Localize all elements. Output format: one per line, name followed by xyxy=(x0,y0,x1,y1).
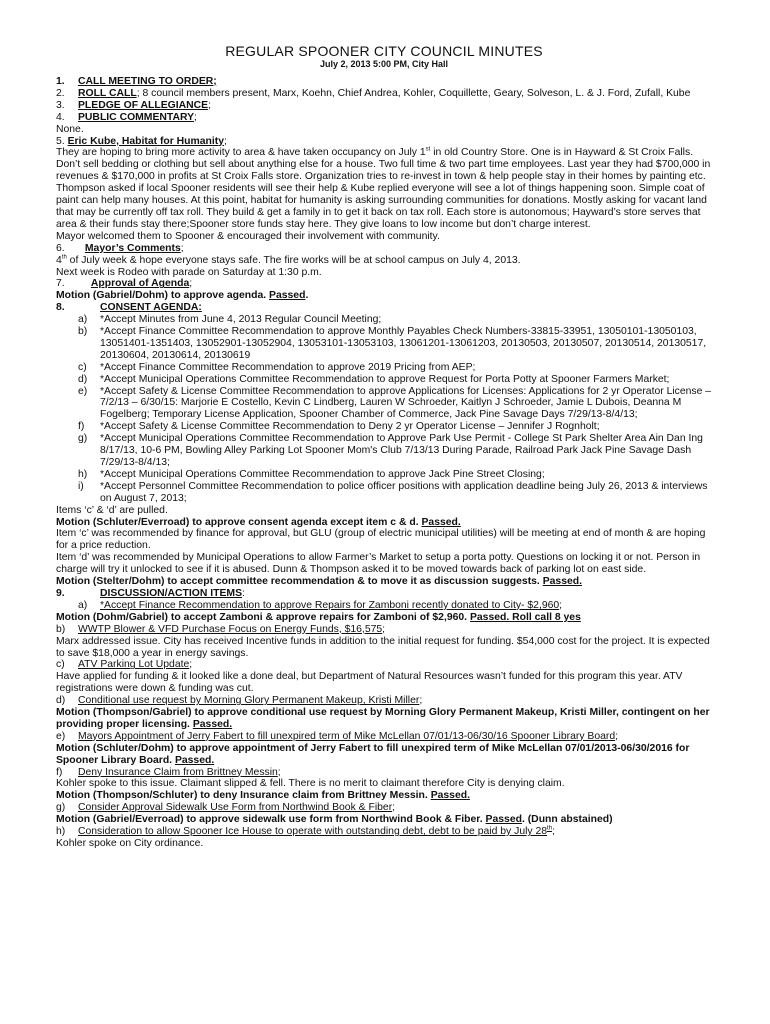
consent-list xyxy=(56,314,712,505)
passed-label: Passed. xyxy=(174,754,215,766)
list-label: b) xyxy=(78,326,88,338)
item-heading: PUBLIC COMMENTARY xyxy=(78,111,195,123)
item-number: 9. xyxy=(56,587,65,599)
superscript: st xyxy=(425,146,431,153)
punct: ; xyxy=(208,99,211,111)
list-text: *Accept Municipal Operations Committee Recommendation to Approve Park Use Permit - College St Park Shelter Area Ain Dan Ing 8/17/13, 10-6 PM, Bowling Alley Parking Lot Spooner Mom's Club 7/13/13 During Parade, Railroad Park Jack Pine Savage Dash 7/29/13-8/4/13; xyxy=(100,433,703,468)
item-number: 5. xyxy=(56,135,65,147)
mayors-comment-line xyxy=(56,255,712,267)
list-item xyxy=(56,326,712,362)
passed-label: Passed. xyxy=(421,516,461,528)
passed-label: Passed xyxy=(485,814,522,826)
motion-text: Motion (Gabriel/Dohm) to approve agenda. xyxy=(56,290,270,302)
list-label: h) xyxy=(56,826,66,838)
item-heading: Approval of Agenda xyxy=(90,278,190,290)
item-heading: CONSENT AGENDA: xyxy=(100,302,202,314)
motion-consent xyxy=(56,517,712,529)
list-label: i) xyxy=(78,480,84,492)
list-text: Mayors Appointment of Jerry Fabert to fill unexpired term of Mike McLellan 07/01/13-06/30/16 Spooner Library Board xyxy=(78,730,616,742)
list-label: e) xyxy=(78,385,88,397)
item-number: 7. xyxy=(56,278,65,290)
punct: ; xyxy=(419,695,423,707)
motion-text: Motion (Thompson/Gabriel) to approve conditional use request by Morning Glory Permanent Makeup, Kristi Miller, contingent on her providing proper licensing. xyxy=(56,707,710,730)
motion-text: Motion (Gabriel/Everroad) to approve sidewalk use form from Northwind Book & Fiber. xyxy=(56,814,486,826)
list-label: d) xyxy=(56,695,66,707)
list-item xyxy=(56,374,712,386)
item-habitat xyxy=(56,136,712,148)
item-number: 8. xyxy=(56,302,65,314)
punct: ; xyxy=(189,659,193,671)
punct: ; xyxy=(194,111,197,123)
list-text: ATV Parking Lot Update xyxy=(78,659,190,671)
motion-text: Motion (Stelter/Dohm) to accept committee recommendation & to move it as discussion suggests. xyxy=(56,576,543,588)
motion-library-board xyxy=(56,743,712,767)
mayor-welcome: Mayor welcomed them to Spooner & encouraged their involvement with community. xyxy=(56,230,440,242)
list-label: f) xyxy=(78,421,85,433)
list-label: c) xyxy=(56,659,65,671)
item-approval-agenda xyxy=(56,278,712,290)
item-consent-agenda xyxy=(56,302,712,314)
discussion-item-e xyxy=(56,731,712,743)
paragraph-text: 4 xyxy=(56,254,62,266)
punct: ; xyxy=(559,599,563,611)
motion-approve-agenda xyxy=(56,290,712,302)
motion-committee xyxy=(56,576,712,588)
document-subtitle: July 2, 2013 5:00 PM, City Hall xyxy=(319,59,449,69)
superscript: th xyxy=(61,254,67,261)
list-label: c) xyxy=(78,361,87,373)
item-number: 6. xyxy=(56,242,65,254)
punct: ; xyxy=(224,135,227,147)
item-heading: DISCUSSION/ACTION ITEMS xyxy=(100,587,243,599)
list-label: h) xyxy=(78,468,88,480)
motion-morning-glory xyxy=(56,707,712,731)
none-text: None. xyxy=(56,123,84,135)
punct: ; xyxy=(382,623,386,635)
list-text: Consideration to allow Spooner Ice House to operate with outstanding debt, debt to be paid by July 28 xyxy=(78,826,548,838)
habitat-paragraph xyxy=(56,147,712,230)
list-text: *Accept Finance Committee Recommendation to approve Monthly Payables Check Numbers-33815-33951, 13050101-13050103, 13051401-1351403, 13052901-13052904, 13053101-13053103, 13061201-13061203, 20130503, 20130507, 20130514, 20130517, 20130604, 20130614, 20130619 xyxy=(100,326,707,361)
list-text: Consider Approval Sidewalk Use Form from Northwind Book & Fiber xyxy=(78,802,393,814)
motion-deny-claim xyxy=(56,790,712,802)
motion-text: Motion (Dohm/Gabriel) to accept Zamboni & approve repairs for Zamboni of $2,960. xyxy=(56,611,470,623)
discussion-item-g xyxy=(56,802,712,814)
list-text: *Accept Safety & License Committee Recommendation to Deny 2 yr Operator License – Jennifer J Rognholt; xyxy=(100,421,600,433)
item-number: 1. xyxy=(56,76,65,87)
wwtp-note: Marx addressed issue. City has received Incentive funds in addition to the initial request for funding. $54,000 cost for the project. It is expected to save $18,000 a year in energy savings. xyxy=(56,635,710,659)
list-text: *Accept Municipal Operations Committee Recommendation to approve Request for Porta Potty at Spooner Farmers Market; xyxy=(100,373,670,385)
list-item xyxy=(56,481,712,505)
item-number: 4. xyxy=(56,111,65,123)
punct: . xyxy=(305,290,309,302)
motion-text: Motion (Thompson/Schluter) to deny Insurance claim from Brittney Messin. xyxy=(56,790,431,802)
list-item xyxy=(56,469,712,481)
list-label: g) xyxy=(56,802,66,814)
punct: ; xyxy=(180,242,184,254)
punct: ; xyxy=(552,826,555,838)
item-heading: PLEDGE OF ALLEGIANCE xyxy=(78,99,209,111)
item-number: 3. xyxy=(56,99,65,111)
paragraph-text: They are hoping to bring more activity to area & have taken occupancy on July 1 xyxy=(56,147,426,159)
list-item xyxy=(56,314,712,326)
mayors-comment-line: Next week is Rodeo with parade on Saturday at 1:30 p.m. xyxy=(56,266,322,278)
punct: ; xyxy=(277,766,281,778)
paragraph-text: in old Country Store. One is in Hayward & St Croix Falls. Don’t sell bedding or clothing but sell about anything else for a house. Two full time & two part time employees. Last year they had $700,000 in revenues & $170,000 in profits at St Croix Falls store. Organization tries to re-invest in town & help people stay in their homes by painting etc. Thompson asked if local Spooner residents will see their help & Kube replied everyone will see a lot of things happening soon. Simple coat of paint can help many houses. At this point, habitat for humanity is asking surrounding communities for donations. Mostly asking for vacant land that may be currently off tax roll. They build & get a family in to get it back on tax roll. Each store is autonomous; Hayward’s store serves that area & their funds stay there;Spooner store funds stay here. They give loans to low income but don’t charge interest. xyxy=(56,147,711,230)
list-label: g) xyxy=(78,433,88,445)
passed-label: Passed. xyxy=(430,790,470,802)
punct: ; xyxy=(189,278,193,290)
item-roll-call xyxy=(56,88,712,100)
list-label: f) xyxy=(56,766,63,778)
motion-sidewalk xyxy=(56,814,712,826)
item-heading: Eric Kube, Habitat for Humanity xyxy=(67,135,225,147)
roll-call-text: ; 8 council members present, Marx, Koehn, Chief Andrea, Kohler, Coquillette, Geary, Solveson, L. & J. Ford, Zufall, Kube xyxy=(136,87,691,99)
list-text: *Accept Finance Committee Recommendation to approve 2019 Pricing from AEP; xyxy=(100,361,476,373)
superscript: th xyxy=(547,825,553,832)
item-call-to-order xyxy=(56,76,712,88)
paragraph-text: of July week & hope everyone stays safe. The fire works will be at school campus on July 4, 2013. xyxy=(66,254,521,266)
list-label: a) xyxy=(78,599,88,611)
discussion-item-d xyxy=(56,695,712,707)
item-public-commentary xyxy=(56,112,712,124)
list-text: Deny Insurance Claim from Brittney Messin xyxy=(78,766,278,778)
list-item xyxy=(56,386,712,422)
list-item xyxy=(56,433,712,469)
list-text: *Accept Minutes from June 4, 2013 Regular Council Meeting; xyxy=(100,314,382,326)
item-pledge xyxy=(56,100,712,112)
passed-label: Passed. Roll call 8 yes xyxy=(469,611,581,623)
list-text: *Accept Personnel Committee Recommendation to police officer positions with application deadline being July 26, 2013 & interviews on August 7, 2013; xyxy=(100,480,708,504)
claim-note: Kohler spoke to this issue. Claimant slipped & fell. There is no merit to claimant therefore City is denying claim. xyxy=(56,778,565,790)
motion-text: . (Dunn abstained) xyxy=(521,814,613,826)
passed-label: Passed. xyxy=(192,718,233,730)
motion-text: Motion (Schluter/Everroad) to approve consent agenda except item c & d. xyxy=(56,516,422,528)
item-mayors-comments xyxy=(56,243,712,255)
items-pulled: Items ‘c’ & ‘d’ are pulled. xyxy=(56,504,168,516)
list-item xyxy=(56,362,712,374)
discussion-item-b xyxy=(56,624,712,636)
list-text: *Accept Municipal Operations Committee Recommendation to approve Jack Pine Street Closing; xyxy=(100,468,545,480)
list-text: *Accept Finance Recommendation to approve Repairs for Zamboni recently donated to City- $2,960 xyxy=(100,599,560,611)
discussion-item-a xyxy=(56,600,712,612)
motion-text: Motion (Schluter/Dohm) to approve appointment of Jerry Fabert to fill unexpired term of Mike McLellan 07/01/2013-06/30/2016 for Spooner Library Board. xyxy=(56,742,690,766)
item-heading: CALL MEETING TO ORDER; xyxy=(78,76,217,87)
list-label: a) xyxy=(78,314,88,326)
consent-note-c: Item ‘c’ was recommended by finance for approval, but GLU (group of electric municipal utilities) will be meeting at end of month & are hoping for a price reduction. xyxy=(56,528,706,552)
discussion-item-f xyxy=(56,767,712,779)
item-discussion xyxy=(56,588,712,600)
discussion-item-h xyxy=(56,826,712,838)
list-label: d) xyxy=(78,373,88,385)
punct: ; xyxy=(392,802,396,814)
list-text: Conditional use request by Morning Glory Permanent Makeup, Kristi Miller xyxy=(78,695,420,707)
punct: ; xyxy=(615,730,619,742)
list-text: WWTP Blower & VFD Purchase Focus on Energy Funds, $16,575 xyxy=(78,623,383,635)
list-label: e) xyxy=(56,730,66,742)
passed-label: Passed. xyxy=(542,576,582,588)
ice-house-note: Kohler spoke on City ordinance. xyxy=(56,838,204,849)
motion-zamboni xyxy=(56,612,712,624)
atv-note: Have applied for funding & it looked like a done deal, but Department of Natural Resources wasn’t funded for this program this year. ATV registrations were down & funding was cut. xyxy=(56,671,683,695)
list-text: *Accept Safety & License Committee Recommendation to approve Applications for Licenses: Applications for 2 yr Operator License – 7/2/13 – 6/30/15: Marjorie E Costello, Kevin C Lindberg, Lauren W Schroeder, Kaitlyn J Schroeder, Jamie L Dubois, Deanna M Fogelberg; Temporary License Application, Spooner Chamber of Commerce, Jack Pine Savage Days 7/29/13-8/4/13; xyxy=(100,385,712,421)
item-number: 2. xyxy=(56,87,65,99)
discussion-item-c xyxy=(56,659,712,671)
punct: : xyxy=(242,587,245,599)
document-title: REGULAR SPOONER CITY COUNCIL MINUTES xyxy=(225,43,543,59)
item-heading: Mayor’s Comments xyxy=(84,242,181,254)
consent-note-d: Item ‘d’ was recommended by Municipal Operations to allow Farmer’s Market to setup a porta potty. Questions on locking it or not. Person in charge will try it unlocked to see if it is abused. Dunn & Thompson asked it to be moved towards back of parking lot on east side. xyxy=(56,552,701,576)
list-label: b) xyxy=(56,623,66,635)
item-heading: ROLL CALL xyxy=(78,87,137,99)
list-item xyxy=(56,421,712,433)
passed-label: Passed xyxy=(269,290,306,302)
